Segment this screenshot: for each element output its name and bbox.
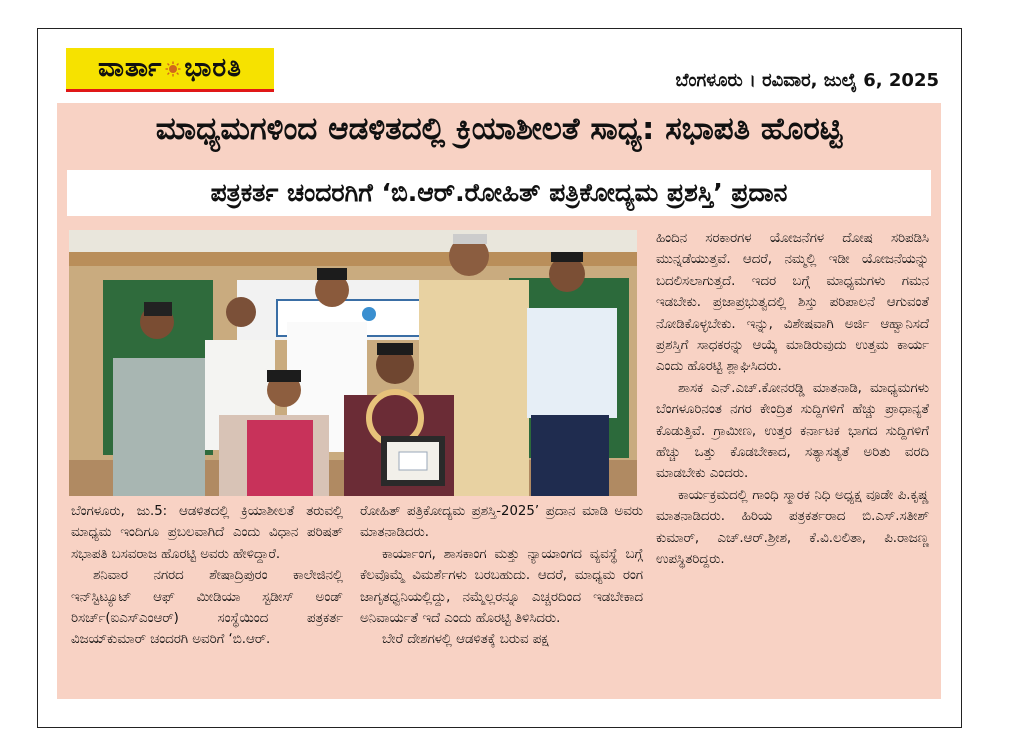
column-paragraph: ಕಾರ್ಯಕ್ರಮದಲ್ಲಿ ಗಾಂಧಿ ಸ್ಮಾರಕ ನಿಧಿ ಅಧ್ಯಕ್ಷ ವೂಡೇ ಪಿ.ಕೃಷ್ಣ ಮಾತನಾಡಿದರು. ಹಿರಿಯ ಪತ್ರಕರ್ತರಾದ ಬಿ.ಎಸ್.ಸತೀಶ್ ಕುಮಾರ್, ಎಚ್.ಆರ್.ಶ್ರೀಶ, ಕೆ.ವಿ.ಲಲಿತಾ, ಪಿ.ರಾಜಣ್ಣ ಉಪಸ್ಥಿತರಿದ್ದರು. (656, 487, 929, 568)
award-ceremony-photo (69, 230, 637, 496)
column-paragraph: ರೋಹಿತ್ ಪತ್ರಿಕೋದ್ಯಮ ಪ್ರಶಸ್ತಿ-2025’ ಪ್ರದಾನ ಮಾಡಿ ಅವರು ಮಾತನಾಡಿದರು. (360, 504, 643, 541)
article-column-1 (71, 501, 343, 651)
column-paragraph: ಶಾಸಕ ಎನ್.ಎಚ್.ಕೋನರಡ್ಡಿ ಮಾತನಾಡಿ, ಮಾಧ್ಯಮಗಳು ಬೆಂಗಳೂರಿನಂತ ನಗರ ಕೇಂದ್ರಿತ ಸುದ್ದಿಗಳಿಗೆ ಹೆಚ್ಚು ಪ್ರಾಧಾನ್ಯತೆ ಕೊಡುತ್ತಿವೆ. ಗ್ರಾಮೀಣ, ಉತ್ತರ ಕರ್ನಾಟಕ ಭಾಗದ ಸುದ್ದಿಗಳಿಗೆ ಹೆಚ್ಚು ಒತ್ತು ಕೊಡಬೇಕಾದ, ಸತ್ಯಾಸತ್ಯತೆ ಅರಿತು ವರದಿ ಮಾಡಬೇಕು ಎಂದರು. (656, 380, 929, 482)
article-column-2 (360, 501, 643, 651)
sun-emblem-icon (165, 61, 181, 77)
headline: ಮಾಧ್ಯಮಗಳಿಂದ ಆಡಳಿತದಲ್ಲಿ ಕ್ರಿಯಾಶೀಲತೆ ಸಾಧ್ಯ: ಸಭಾಪತಿ ಹೊರಟ್ಟಿ (155, 111, 843, 147)
masthead-right: ಭಾರತಿ (184, 53, 242, 83)
column-paragraph: ಬೇರೆ ದೇಶಗಳಲ್ಲಿ ಆಡಳಿತಕ್ಕೆ ಬರುವ ಪಕ್ಷ (382, 632, 549, 648)
masthead-left: ವಾರ್ತಾ (98, 53, 163, 83)
photo-drawing (69, 230, 637, 496)
column-paragraph: ಹಿಂದಿನ ಸರಕಾರಗಳ ಯೋಜನೆಗಳ ದೋಷ ಸರಿಪಡಿಸಿ ಮುನ್ನಡೆಯುತ್ತವೆ. ಆದರೆ, ನಮ್ಮಲ್ಲಿ ಇಡೀ ಯೋಜನೆಯನ್ನು ಬದಲಿಸಲಾಗುತ್ತದೆ. ಇದರ ಬಗ್ಗೆ ಮಾಧ್ಯಮಗಳು ಗಮನ ಇಡಬೇಕು. ಪ್ರಜಾಪ್ರಭುತ್ವದಲ್ಲಿ ಶಿಸ್ತು ಪರಿಪಾಲನೆ ಆಗುವಂತೆ ನೋಡಿಕೊಳ್ಳಬೇಕು. ಇನ್ನು, ವಿಶೇಷವಾಗಿ ಅರ್ಜಿ ಆಹ್ವಾನಿಸದೆ ಪ್ರಶಸ್ತಿಗೆ ಸಾಧಕರನ್ನು ಆಯ್ಕೆ ಮಾಡಿರುವುದು ಉತ್ತಮ ಕಾರ್ಯ ಎಂದು ಹೊರಟ್ಟಿ ಶ್ಲಾಘಿಸಿದರು. (656, 231, 929, 375)
column-paragraph: ಕಾರ್ಯಾಂಗ, ಶಾಸಕಾಂಗ ಮತ್ತು ನ್ಯಾಯಾಂಗದ ವ್ಯವಸ್ಥೆ ಬಗ್ಗೆ ಕೆಲವೊಮ್ಮೆ ವಿಮರ್ಶೆಗಳು ಬರಬಹುದು. ಆದರೆ, ಮಾಧ್ಯಮ ರಂಗ ಜಾಗೃತಧ್ವನಿಯಲ್ಲಿದ್ದು, ನಮ್ಮೆಲ್ಲರನ್ನೂ ಎಚ್ಚರದಿಂದ ಇಡಬೇಕಾದ ಅನಿವಾರ್ಯತೆ ಇದೆ ಎಂದು ಹೊರಟ್ಟಿ ತಿಳಿಸಿದರು. (360, 546, 643, 627)
article-clipping (57, 103, 941, 699)
dateline: ಬೆಂಗಳೂರು । ರವಿವಾರ, ಜುಲೈ 6, 2025 (675, 70, 939, 91)
article-column-3 (656, 228, 929, 571)
subheadline (67, 170, 931, 216)
newspaper-masthead (66, 48, 274, 92)
column-paragraph: ಶನಿವಾರ ನಗರದ ಶೇಷಾದ್ರಿಪುರಂ ಕಾಲೇಜಿನಲ್ಲಿ ಇನ್‌ಸ್ಟಿಟ್ಯೂಟ್ ಆಫ್ ಮೀಡಿಯಾ ಸ್ಟಡೀಸ್ ಅಂಡ್ ರಿಸರ್ಚ್(ಐಎಸ್‌ಎಂಆರ್) ಸಂಸ್ಥೆಯಿಂದ ಪತ್ರಕರ್ತ ವಿಜಯ್‌ಕುಮಾರ್ ಚಂದರಗಿ ಅವರಿಗೆ ‘ಬಿ.ಆರ್. (71, 568, 343, 648)
subheadline-text: ಪತ್ರಕರ್ತ ಚಂದರಗಿಗೆ ‘ಬಿ.ಆರ್.ರೋಹಿತ್ ಪತ್ರಿಕೋದ್ಯಮ ಪ್ರಶಸ್ತಿ’ ಪ್ರದಾನ (210, 178, 788, 207)
column-paragraph: ಬೆಂಗಳೂರು, ಜು.5: ಆಡಳಿತದಲ್ಲಿ ಕ್ರಿಯಾಶೀಲತೆ ತರುವಲ್ಲಿ ಮಾಧ್ಯಮ ಇಂದಿಗೂ ಪ್ರಬಲವಾಗಿದೆ ಎಂದು ವಿಧಾನ ಪರಿಷತ್ ಸಭಾಪತಿ ಬಸವರಾಜ ಹೊರಟ್ಟಿ ಅವರು ಹೇಳಿದ್ದಾರೆ. (71, 504, 343, 562)
